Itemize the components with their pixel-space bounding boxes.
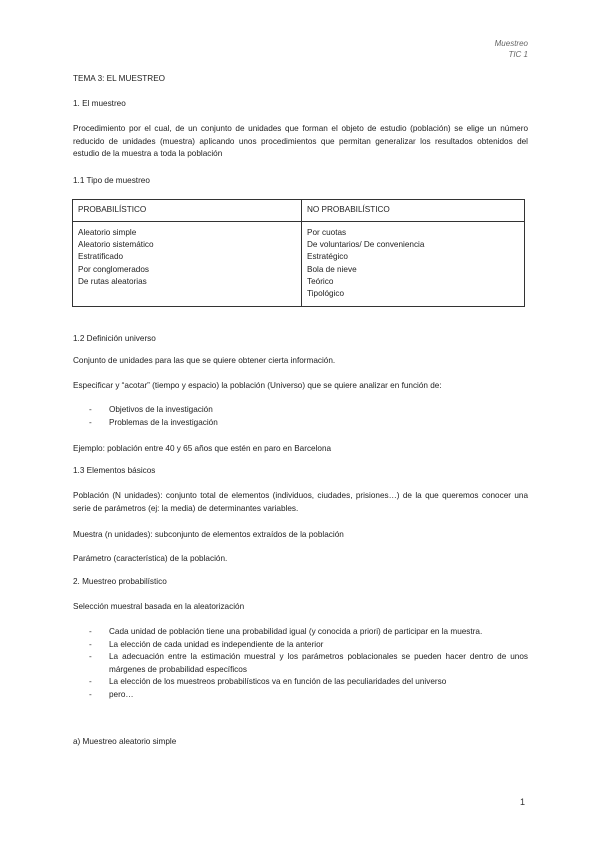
list-item: Bola de nieve [307,264,357,274]
section-1-2-example: Ejemplo: población entre 40 y 65 años que estén en paro en Barcelona [73,444,332,453]
list-item: - La elección de cada unidad es independiente de la anterior [73,639,528,652]
list-item: - Cada unidad de población tiene una probabilidad igual (y conocida a priori) de participar en la muestra. [73,626,528,639]
section-2-subheading: a) Muestreo aleatorio simple [73,737,177,746]
list-item: - La adecuación entre la estimación muestral y los parámetros poblacionales se pueden hacer dentro de unos márgenes de probabilidad específicos [73,651,528,676]
header-title: Muestreo [494,39,528,48]
list-item: - La elección de los muestreos probabilísticos va en función de las peculiaridades del universo [73,676,528,689]
probabilistic-cell [73,222,302,307]
table-row [73,222,525,307]
list-item: Aleatorio simple [78,228,137,237]
list-item: Por cuotas [307,228,347,237]
section-1-2-heading: 1.2 Definición universo [73,334,156,343]
list-item: - Problemas de la investigación [73,417,528,430]
section-2-intro: Selección muestral basada en la aleatorización [73,602,245,611]
list-item: - Objetivos de la investigación [73,404,528,417]
section-1-2-paragraph-2: Especificar y “acotar” (tiempo y espacio) la población (Universo) que se quiere analizar en función de: [73,381,442,390]
section-2-bullet-list [73,626,528,701]
list-item: Por conglomerados [78,264,149,274]
list-item: De rutas aleatorias [78,276,147,286]
section-1-2-paragraph-1: Conjunto de unidades para las que se quiere obtener cierta información. [73,356,336,365]
table-header-non-probabilistic: NO PROBABILÍSTICO [302,200,525,222]
running-header [495,38,528,60]
section-1-3-paragraph-1: Población (N unidades): conjunto total de elementos (individuos, ciudades, prisiones…) de la que queremos conocer una serie de parámetros (ej: la media) de determinantes variables. [73,491,528,513]
section-1-heading: 1. El muestreo [73,99,126,108]
list-item: Aleatorio sistemático [78,240,154,250]
list-item: Estratégico [307,252,348,262]
table-header-row [73,200,525,222]
section-1-3-paragraph-2: Muestra (n unidades): subconjunto de elementos extraídos de la población [73,530,344,539]
list-item: Teórico [307,276,334,286]
section-1-1-heading: 1.1 Tipo de muestreo [73,176,150,185]
table-header-probabilistic: PROBABILÍSTICO [73,200,302,222]
section-2-heading: 2. Muestreo probabilístico [73,577,167,586]
section-1-paragraph: Procedimiento por el cual, de un conjunto de unidades que forman el objeto de estudio (población) se elige un número reducido de unidades (muestra) aplicando unos procedimientos que permitan generalizar los resultados obtenidos del estudio de la muestra a toda la población [73,124,528,158]
list-item: Estratificado [78,252,124,262]
page-number: 1 [519,797,525,807]
list-item: - pero… [73,689,528,702]
section-1-2-bullet-list [73,404,528,429]
non-probabilistic-cell [302,222,525,307]
sampling-types-table [72,199,525,307]
section-1-3-paragraph-3: Parámetro (característica) de la población. [73,554,228,563]
header-subtitle: TIC 1 [508,50,528,59]
list-item: Tipológico [307,289,345,299]
section-1-3-heading: 1.3 Elementos básicos [73,466,156,475]
list-item: De voluntarios/ De conveniencia [307,240,425,250]
document-title: TEMA 3: EL MUESTREO [73,74,166,83]
